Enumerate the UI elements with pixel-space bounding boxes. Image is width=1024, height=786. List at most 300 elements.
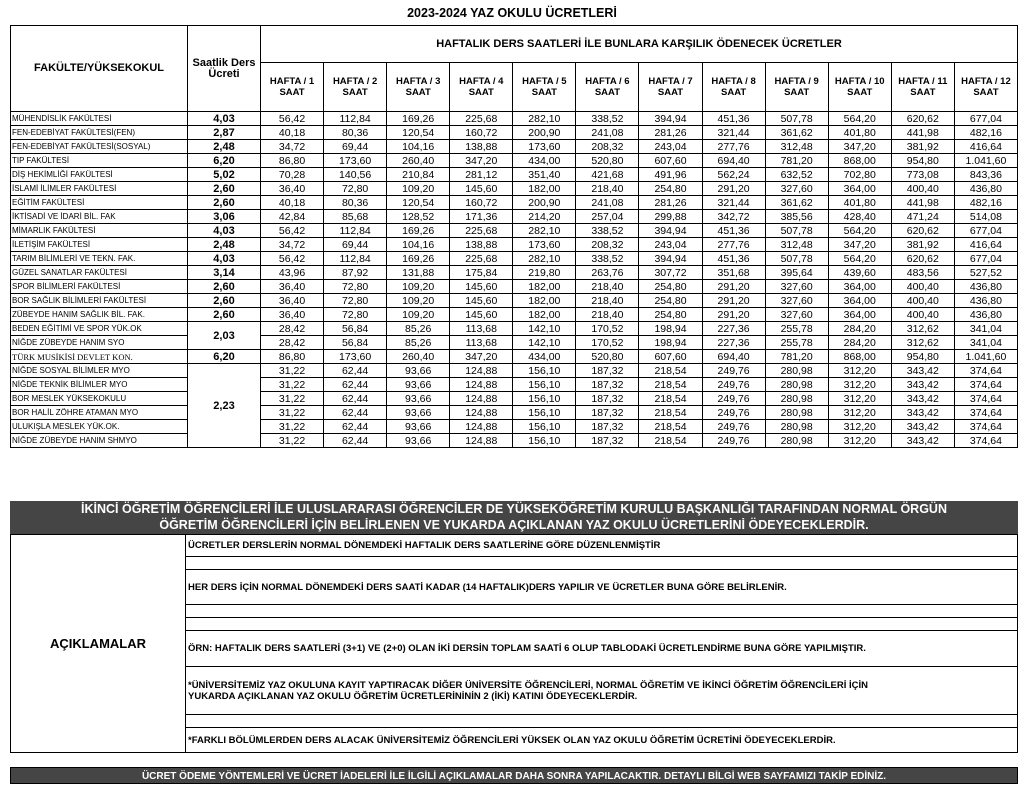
fee-cell: 361,62 <box>765 196 828 210</box>
fee-cell: 198,94 <box>639 322 702 336</box>
fee-cell: 280,98 <box>765 406 828 420</box>
fee-cell: 281,26 <box>639 196 702 210</box>
fee-cell: 954,80 <box>891 350 954 364</box>
fee-cell: 843,36 <box>954 168 1017 182</box>
fee-cell: 145,60 <box>450 308 513 322</box>
banner-line-2: ÖĞRETİM ÖĞRENCİLERİ İÇİN BELİRLENEN VE YUKARDA AÇIKLANAN YAZ OKULU ÜCRETLERİNİ ÖDEYECEKLERDİR. <box>159 518 869 532</box>
note-4-line-2: YUKARDA AÇIKLANAN YAZ OKULU ÖĞRETİM ÜCRETLERİNİNİN 2 (İKİ) KATINI ÖDEYECEKLERDİR. <box>188 690 638 702</box>
fee-cell: 507,78 <box>765 112 828 126</box>
table-row <box>11 364 1018 378</box>
faculty-name: MİMARLIK FAKÜLTESİ <box>11 224 188 238</box>
fee-cell: 441,98 <box>891 126 954 140</box>
hourly-rate: 2,60 <box>188 294 261 308</box>
page-title: 2023-2024 YAZ OKULU ÜCRETLERİ <box>407 6 617 20</box>
faculty-name: BOR MESLEK YÜKSEKOKULU <box>11 392 188 406</box>
fee-cell: 142,10 <box>513 322 576 336</box>
fee-cell: 156,10 <box>513 392 576 406</box>
fee-cell: 282,10 <box>513 252 576 266</box>
faculty-name: İKTİSADİ VE İDARİ BİL. FAK <box>11 210 188 224</box>
fee-cell: 145,60 <box>450 280 513 294</box>
fee-cell: 93,66 <box>387 406 450 420</box>
fee-cell: 145,60 <box>450 182 513 196</box>
fee-cell: 374,64 <box>954 378 1017 392</box>
fee-cell: 218,54 <box>639 378 702 392</box>
fee-cell: 113,68 <box>450 322 513 336</box>
fee-cell: 225,68 <box>450 252 513 266</box>
fee-cell: 482,16 <box>954 196 1017 210</box>
fee-cell: 312,20 <box>828 420 891 434</box>
fee-cell: 170,52 <box>576 336 639 350</box>
fee-cell: 342,72 <box>702 210 765 224</box>
hourly-rate: 2,48 <box>188 140 261 154</box>
fee-cell: 327,60 <box>765 308 828 322</box>
fee-cell: 145,60 <box>450 294 513 308</box>
fee-cell: 200,90 <box>513 196 576 210</box>
table-row <box>11 112 1018 126</box>
table-row <box>11 392 1018 406</box>
faculty-name: TARIM BİLİMLERİ VE TEKN. FAK. <box>11 252 188 266</box>
note-spacer <box>186 557 1018 570</box>
fee-cell: 374,64 <box>954 434 1017 448</box>
fee-cell: 36,40 <box>261 280 324 294</box>
fee-cell: 374,64 <box>954 420 1017 434</box>
fee-cell: 677,04 <box>954 224 1017 238</box>
table-row <box>11 294 1018 308</box>
fee-cell: 954,80 <box>891 154 954 168</box>
fee-cell: 187,32 <box>576 364 639 378</box>
hourly-rate: 6,20 <box>188 350 261 364</box>
week-header: HAFTA / 4 SAAT <box>450 63 513 112</box>
fee-cell: 187,32 <box>576 392 639 406</box>
fee-cell: 451,36 <box>702 224 765 238</box>
fee-cell: 109,20 <box>387 294 450 308</box>
table-row <box>11 168 1018 182</box>
fee-cell: 507,78 <box>765 252 828 266</box>
fee-cell: 436,80 <box>954 294 1017 308</box>
fee-cell: 471,24 <box>891 210 954 224</box>
fee-cell: 620,62 <box>891 112 954 126</box>
fee-cell: 85,68 <box>324 210 387 224</box>
fee-cell: 169,26 <box>387 224 450 238</box>
fee-cell: 321,44 <box>702 196 765 210</box>
hourly-rate: 3,14 <box>188 266 261 280</box>
fee-cell: 187,32 <box>576 420 639 434</box>
fee-cell: 351,40 <box>513 168 576 182</box>
fee-cell: 400,40 <box>891 308 954 322</box>
banner-line-1: İKİNCİ ÖĞRETİM ÖĞRENCİLERİ İLE ULUSLARARASI ÖĞRENCİLER DE YÜKSEKÖĞRETİM KURULU BAŞKANLIĞI TARAFINDAN NORMAL ÖRGÜN <box>81 502 947 516</box>
fee-cell: 436,80 <box>954 182 1017 196</box>
fee-cell: 93,66 <box>387 378 450 392</box>
week-header: HAFTA / 1 SAAT <box>261 63 324 112</box>
fee-cell: 868,00 <box>828 154 891 168</box>
fee-cell: 173,60 <box>324 154 387 168</box>
fee-cell: 284,20 <box>828 322 891 336</box>
fee-cell: 170,52 <box>576 322 639 336</box>
table-row <box>11 378 1018 392</box>
fee-cell: 312,20 <box>828 378 891 392</box>
week-header: HAFTA / 9 SAAT <box>765 63 828 112</box>
faculty-name: DİŞ HEKİMLİĞİ FAKÜLTESİ <box>11 168 188 182</box>
fee-cell: 249,76 <box>702 420 765 434</box>
fee-cell: 343,42 <box>891 406 954 420</box>
fee-cell: 34,72 <box>261 140 324 154</box>
note-4-line-1: *ÜNİVERSİTEMİZ YAZ OKULUNA KAYIT YAPTIRACAK DİĞER ÜNİVERSİTE ÖĞRENCİLERİ, NORMAL ÖĞRETİM VE İKİNCİ ÖĞRETİM ÖĞRENCİLERİ İÇİN <box>188 679 869 691</box>
fee-cell: 338,52 <box>576 112 639 126</box>
fee-cell: 124,88 <box>450 406 513 420</box>
fee-cell: 173,60 <box>513 140 576 154</box>
faculty-name: NİĞDE ZÜBEYDE HANIM SYO <box>11 336 188 350</box>
fee-cell: 338,52 <box>576 252 639 266</box>
fee-cell: 112,84 <box>324 112 387 126</box>
fee-cell: 312,48 <box>765 238 828 252</box>
fee-cell: 156,10 <box>513 364 576 378</box>
fee-cell: 40,18 <box>261 196 324 210</box>
fee-cell: 395,64 <box>765 266 828 280</box>
fee-cell: 277,76 <box>702 238 765 252</box>
fee-cell: 381,92 <box>891 238 954 252</box>
faculty-name: SPOR BİLİMLERİ FAKÜLTESİ <box>11 280 188 294</box>
fee-cell: 72,80 <box>324 308 387 322</box>
table-row <box>11 336 1018 350</box>
fee-cell: 62,44 <box>324 420 387 434</box>
fee-cell: 109,20 <box>387 308 450 322</box>
fee-cell: 364,00 <box>828 308 891 322</box>
fee-cell: 31,22 <box>261 378 324 392</box>
table-row <box>11 406 1018 420</box>
fee-cell: 31,22 <box>261 364 324 378</box>
fee-cell: 218,54 <box>639 392 702 406</box>
fee-cell: 374,64 <box>954 406 1017 420</box>
fee-cell: 241,08 <box>576 196 639 210</box>
fee-cell: 327,60 <box>765 294 828 308</box>
fee-cell: 255,78 <box>765 322 828 336</box>
fee-cell: 694,40 <box>702 350 765 364</box>
hourly-rate: 4,03 <box>188 112 261 126</box>
fee-cell: 520,80 <box>576 350 639 364</box>
fee-cell: 291,20 <box>702 280 765 294</box>
fee-cell: 72,80 <box>324 182 387 196</box>
table-row <box>11 154 1018 168</box>
week-header: HAFTA / 6 SAAT <box>576 63 639 112</box>
fee-cell: 218,54 <box>639 364 702 378</box>
fee-cell: 284,20 <box>828 336 891 350</box>
fee-cell: 138,88 <box>450 140 513 154</box>
fee-cell: 124,88 <box>450 392 513 406</box>
faculty-name: NİĞDE SOSYAL BİLİMLER MYO <box>11 364 188 378</box>
fee-cell: 677,04 <box>954 252 1017 266</box>
hourly-rate: 2,48 <box>188 238 261 252</box>
table-row <box>11 224 1018 238</box>
fee-cell: 182,00 <box>513 308 576 322</box>
fee-cell: 451,36 <box>702 112 765 126</box>
fee-cell: 249,76 <box>702 392 765 406</box>
fee-cell: 361,62 <box>765 126 828 140</box>
fee-cell: 347,20 <box>828 140 891 154</box>
second-education-banner <box>10 501 1018 534</box>
fee-cell: 341,04 <box>954 322 1017 336</box>
fee-cell: 291,20 <box>702 308 765 322</box>
hourly-rate: 2,87 <box>188 126 261 140</box>
fee-cell: 62,44 <box>324 364 387 378</box>
fee-cell: 401,80 <box>828 126 891 140</box>
fee-cell: 104,16 <box>387 140 450 154</box>
week-header: HAFTA / 7 SAAT <box>639 63 702 112</box>
fee-cell: 218,40 <box>576 308 639 322</box>
fee-cell: 327,60 <box>765 182 828 196</box>
week-header: HAFTA / 12 SAAT <box>954 63 1017 112</box>
fee-cell: 343,42 <box>891 364 954 378</box>
faculty-name: GÜZEL SANATLAR FAKÜLTESİ <box>11 266 188 280</box>
fee-cell: 142,10 <box>513 336 576 350</box>
fee-cell: 400,40 <box>891 280 954 294</box>
weekly-group-header: HAFTALIK DERS SAATLERİ İLE BUNLARA KARŞILIK ÖDENECEK ÜCRETLER <box>261 26 1018 63</box>
fee-cell: 281,12 <box>450 168 513 182</box>
fee-cell: 374,64 <box>954 364 1017 378</box>
note-spacer <box>186 605 1018 618</box>
fee-cell: 36,40 <box>261 182 324 196</box>
fee-cell: 364,00 <box>828 182 891 196</box>
fee-cell: 187,32 <box>576 406 639 420</box>
fee-cell: 327,60 <box>765 280 828 294</box>
table-row <box>11 266 1018 280</box>
fee-cell: 36,40 <box>261 308 324 322</box>
fee-cell: 416,64 <box>954 140 1017 154</box>
fee-cell: 227,36 <box>702 336 765 350</box>
table-row <box>11 420 1018 434</box>
fee-cell: 28,42 <box>261 322 324 336</box>
notes-label: AÇIKLAMALAR <box>11 535 186 753</box>
fee-cell: 620,62 <box>891 252 954 266</box>
fee-cell: 160,72 <box>450 126 513 140</box>
faculty-name: İLETİŞİM FAKÜLTESİ <box>11 238 188 252</box>
fee-cell: 43,96 <box>261 266 324 280</box>
fee-cell: 343,42 <box>891 434 954 448</box>
fee-cell: 93,66 <box>387 392 450 406</box>
fee-cell: 694,40 <box>702 154 765 168</box>
faculty-name: EĞİTİM FAKÜLTESİ <box>11 196 188 210</box>
fee-cell: 173,60 <box>324 350 387 364</box>
fee-cell: 312,20 <box>828 392 891 406</box>
fee-cell: 1.041,60 <box>954 350 1017 364</box>
fee-cell: 56,42 <box>261 252 324 266</box>
fee-cell: 527,52 <box>954 266 1017 280</box>
fee-cell: 249,76 <box>702 364 765 378</box>
hourly-rate: 3,06 <box>188 210 261 224</box>
fee-cell: 321,44 <box>702 126 765 140</box>
fee-cell: 343,42 <box>891 392 954 406</box>
fee-cell: 208,32 <box>576 238 639 252</box>
fee-cell: 364,00 <box>828 294 891 308</box>
fee-cell: 773,08 <box>891 168 954 182</box>
fee-cell: 243,04 <box>639 238 702 252</box>
fee-cell: 394,94 <box>639 252 702 266</box>
fee-cell: 439,60 <box>828 266 891 280</box>
table-row <box>11 252 1018 266</box>
fee-cell: 400,40 <box>891 294 954 308</box>
fee-cell: 156,10 <box>513 434 576 448</box>
hourly-rate: 4,03 <box>188 252 261 266</box>
fee-cell: 80,36 <box>324 196 387 210</box>
fee-cell: 299,88 <box>639 210 702 224</box>
fee-cell: 131,88 <box>387 266 450 280</box>
faculty-name: ULUKIŞLA MESLEK YÜK.OK. <box>11 420 188 434</box>
fee-cell: 280,98 <box>765 420 828 434</box>
fee-cell: 218,40 <box>576 294 639 308</box>
fee-cell: 214,20 <box>513 210 576 224</box>
fee-cell: 351,68 <box>702 266 765 280</box>
fee-cell: 218,54 <box>639 434 702 448</box>
fee-cell: 34,72 <box>261 238 324 252</box>
faculty-name: NİĞDE ZÜBEYDE HANIM SHMYO <box>11 434 188 448</box>
fee-cell: 781,20 <box>765 350 828 364</box>
fee-cell: 124,88 <box>450 434 513 448</box>
faculty-name: TÜRK MUSİKİSİ DEVLET KON. <box>11 350 188 364</box>
fee-cell: 312,20 <box>828 434 891 448</box>
table-row <box>11 322 1018 336</box>
fee-cell: 62,44 <box>324 406 387 420</box>
fee-cell: 282,10 <box>513 112 576 126</box>
fee-cell: 56,84 <box>324 322 387 336</box>
hourly-rate: 2,60 <box>188 196 261 210</box>
table-row <box>11 434 1018 448</box>
fee-cell: 394,94 <box>639 224 702 238</box>
fee-cell: 254,80 <box>639 182 702 196</box>
faculty-name: BOR HALİL ZÖHRE ATAMAN MYO <box>11 406 188 420</box>
fee-cell: 187,32 <box>576 378 639 392</box>
fee-cell: 182,00 <box>513 182 576 196</box>
fee-cell: 86,80 <box>261 154 324 168</box>
fee-cell: 31,22 <box>261 434 324 448</box>
fee-cell: 62,44 <box>324 434 387 448</box>
fee-cell: 280,98 <box>765 378 828 392</box>
fee-cell: 564,20 <box>828 224 891 238</box>
fee-cell: 210,84 <box>387 168 450 182</box>
fee-cell: 218,54 <box>639 406 702 420</box>
fee-cell: 343,42 <box>891 420 954 434</box>
faculty-name: NİĞDE TEKNİK BİLİMLER MYO <box>11 378 188 392</box>
fee-cell: 374,64 <box>954 392 1017 406</box>
fee-cell: 282,10 <box>513 224 576 238</box>
fee-cell: 491,96 <box>639 168 702 182</box>
fee-cell: 104,16 <box>387 238 450 252</box>
fee-cell: 218,54 <box>639 420 702 434</box>
fee-cell: 62,44 <box>324 378 387 392</box>
fee-cell: 263,76 <box>576 266 639 280</box>
note-2: HER DERS İÇİN NORMAL DÖNEMDEKİ DERS SAATİ KADAR (14 HAFTALIK)DERS YAPILIR VE ÜCRETLER BUNA GÖRE BELİRLENİR. <box>186 570 1018 605</box>
fee-cell: 62,44 <box>324 392 387 406</box>
fee-cell: 56,84 <box>324 336 387 350</box>
faculty-name: TIP FAKÜLTESİ <box>11 154 188 168</box>
faculty-name: ZÜBEYDE HANIM SAĞLIK BİL. FAK. <box>11 308 188 322</box>
faculty-name: MÜHENDİSLİK FAKÜLTESİ <box>11 112 188 126</box>
fee-cell: 120,54 <box>387 196 450 210</box>
fee-cell: 225,68 <box>450 112 513 126</box>
fee-cell: 112,84 <box>324 224 387 238</box>
hourly-rate: 2,60 <box>188 182 261 196</box>
fee-cell: 87,92 <box>324 266 387 280</box>
faculty-name: BOR SAĞLIK BİLİMLERİ FAKÜLTESİ <box>11 294 188 308</box>
fee-cell: 93,66 <box>387 364 450 378</box>
week-header: HAFTA / 3 SAAT <box>387 63 450 112</box>
note-5: *FARKLI BÖLÜMLERDEN DERS ALACAK ÜNİVERSİTEMİZ ÖĞRENCİLERİ YÜKSEK OLAN YAZ OKULU ÖĞRETİM ÜCRETİNİ ÖDEYECEKLERDİR. <box>186 728 1018 753</box>
fee-cell: 507,78 <box>765 224 828 238</box>
fee-cell: 85,26 <box>387 322 450 336</box>
hourly-rate: 6,20 <box>188 154 261 168</box>
fee-cell: 169,26 <box>387 112 450 126</box>
fee-cell: 85,26 <box>387 336 450 350</box>
fee-cell: 483,56 <box>891 266 954 280</box>
fee-cell: 347,20 <box>450 350 513 364</box>
fee-table <box>10 25 1018 448</box>
fee-cell: 307,72 <box>639 266 702 280</box>
fee-cell: 385,56 <box>765 210 828 224</box>
hourly-rate: 2,23 <box>188 364 261 448</box>
week-header: HAFTA / 8 SAAT <box>702 63 765 112</box>
fee-cell: 291,20 <box>702 182 765 196</box>
fee-cell: 182,00 <box>513 280 576 294</box>
fee-cell: 28,42 <box>261 336 324 350</box>
faculty-name: FEN-EDEBİYAT FAKÜLTESİ(SOSYAL) <box>11 140 188 154</box>
fee-cell: 56,42 <box>261 224 324 238</box>
fee-cell: 255,78 <box>765 336 828 350</box>
fee-cell: 219,80 <box>513 266 576 280</box>
fee-cell: 124,88 <box>450 420 513 434</box>
fee-cell: 86,80 <box>261 350 324 364</box>
fee-cell: 401,80 <box>828 196 891 210</box>
fee-cell: 702,80 <box>828 168 891 182</box>
week-header: HAFTA / 5 SAAT <box>513 63 576 112</box>
fee-cell: 120,54 <box>387 126 450 140</box>
payment-info-banner: ÜCRET ÖDEME YÖNTEMLERİ VE ÜCRET İADELERİ İLE İLGİLİ AÇIKLAMALAR DAHA SONRA YAPILACAKTIR. DETAYLI BİLGİ WEB SAYFAMIZI TAKİP EDİNİZ. <box>10 767 1018 784</box>
fee-cell: 564,20 <box>828 252 891 266</box>
note-4 <box>186 667 1018 715</box>
fee-cell: 868,00 <box>828 350 891 364</box>
fee-cell: 36,40 <box>261 294 324 308</box>
fee-cell: 218,40 <box>576 182 639 196</box>
table-row <box>11 350 1018 364</box>
fee-cell: 260,40 <box>387 154 450 168</box>
fee-cell: 562,24 <box>702 168 765 182</box>
fee-cell: 341,04 <box>954 336 1017 350</box>
fee-cell: 291,20 <box>702 294 765 308</box>
fee-cell: 312,48 <box>765 140 828 154</box>
week-header: HAFTA / 2 SAAT <box>324 63 387 112</box>
fee-cell: 109,20 <box>387 280 450 294</box>
fee-cell: 198,94 <box>639 336 702 350</box>
fee-cell: 169,26 <box>387 252 450 266</box>
table-row <box>11 140 1018 154</box>
fee-cell: 156,10 <box>513 378 576 392</box>
fee-cell: 249,76 <box>702 378 765 392</box>
fee-cell: 160,72 <box>450 196 513 210</box>
fee-cell: 156,10 <box>513 406 576 420</box>
fee-cell: 218,40 <box>576 280 639 294</box>
fee-cell: 109,20 <box>387 182 450 196</box>
fee-cell: 441,98 <box>891 196 954 210</box>
fee-cell: 434,00 <box>513 154 576 168</box>
note-spacer <box>186 715 1018 728</box>
fee-cell: 42,84 <box>261 210 324 224</box>
fee-cell: 781,20 <box>765 154 828 168</box>
fee-cell: 138,88 <box>450 238 513 252</box>
fee-cell: 254,80 <box>639 280 702 294</box>
fee-cell: 175,84 <box>450 266 513 280</box>
table-row <box>11 196 1018 210</box>
fee-cell: 140,56 <box>324 168 387 182</box>
week-header: HAFTA / 10 SAAT <box>828 63 891 112</box>
fee-cell: 421,68 <box>576 168 639 182</box>
fee-cell: 451,36 <box>702 252 765 266</box>
